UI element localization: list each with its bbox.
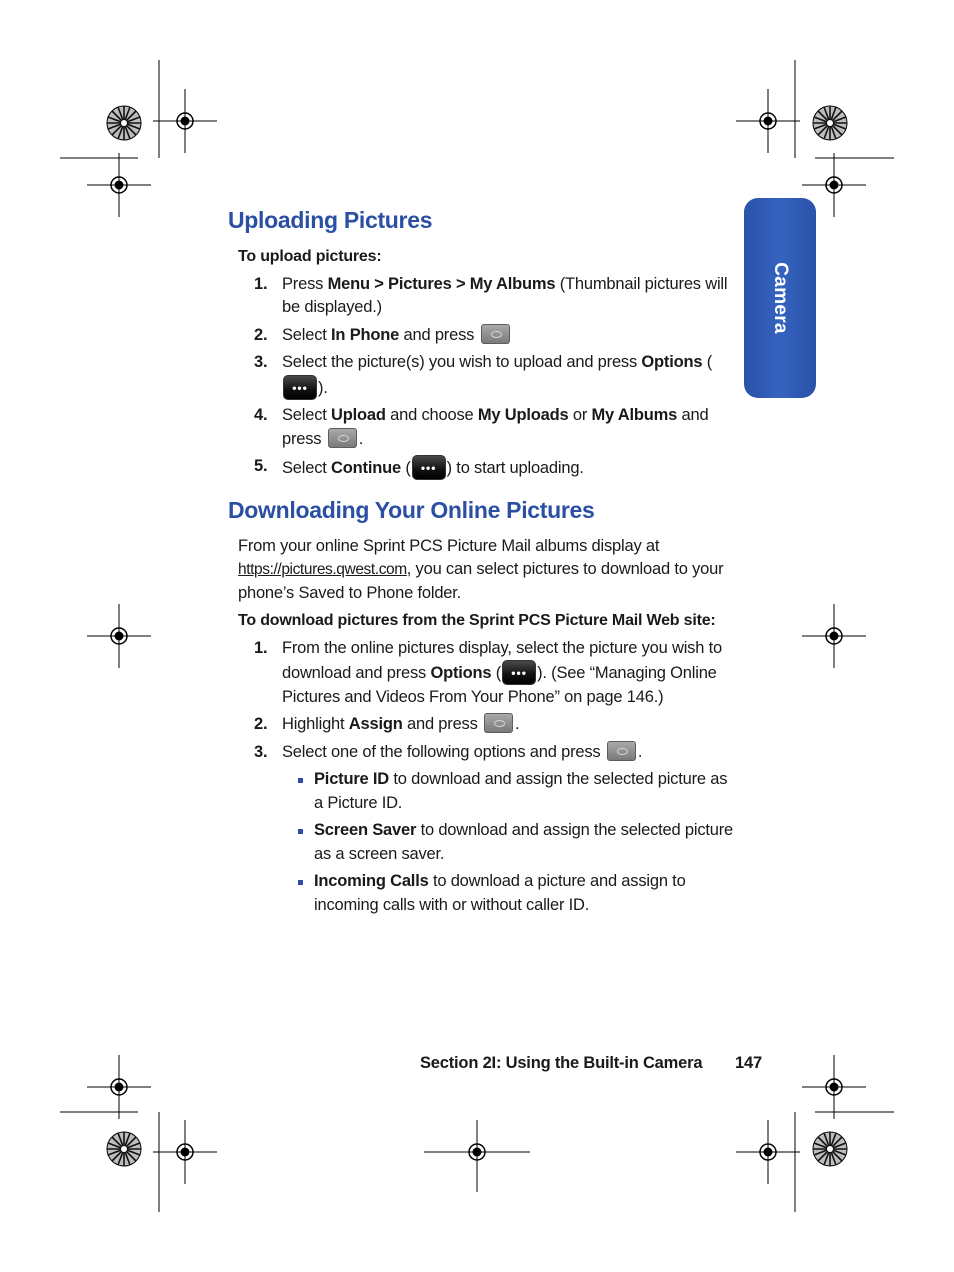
list-item: Screen Saver to download and assign the selected picture as a screen saver. xyxy=(228,819,736,866)
list-item: Incoming Calls to download a picture and assign to incoming calls with or without caller ID. xyxy=(228,870,736,917)
bullet-square-icon xyxy=(298,778,303,783)
qwest-pictures-link[interactable]: https://pictures.qwest.com xyxy=(238,561,407,578)
menu-ok-key-icon xyxy=(484,713,513,733)
bullet-square-icon xyxy=(298,880,303,885)
assign-options xyxy=(228,768,736,917)
list-item: 3. Select one of the following options and press . xyxy=(254,742,643,761)
heading-uploading-pictures: Uploading Pictures xyxy=(228,207,433,233)
upload-intro: To upload pictures: xyxy=(238,248,382,265)
heading-downloading-online-pictures: Downloading Your Online Pictures xyxy=(228,496,595,523)
menu-ok-key-icon xyxy=(481,324,510,344)
bullet-square-icon xyxy=(298,829,303,834)
right-softkey-icon: ••• xyxy=(283,375,317,400)
page-content xyxy=(228,205,736,917)
page-footer xyxy=(420,1054,765,1073)
list-item: 5. Select Continue ( ••• ) to start uploading. xyxy=(228,455,736,481)
download-intro: To download pictures from the Sprint PCS Picture Mail Web site: xyxy=(238,612,716,629)
upload-steps xyxy=(228,273,736,481)
list-item: 4. Select Upload and choose My Uploads or My Albums and press . xyxy=(254,406,709,448)
menu-ok-key-icon xyxy=(328,428,357,448)
chapter-tab xyxy=(744,198,816,398)
page-number: 147 xyxy=(735,1054,762,1072)
download-paragraph: From your online Sprint PCS Picture Mail albums display at https://pictures.qwest.com, you can select pictures to download to your phone’s Saved to Phone folder. xyxy=(238,536,724,602)
list-item: Picture ID to download and assign the selected picture as a Picture ID. xyxy=(228,768,736,815)
menu-ok-key-icon xyxy=(607,741,636,761)
list-item: 3. Select the picture(s) you wish to upload and press Options ( ••• ). xyxy=(228,351,736,400)
download-steps xyxy=(228,637,736,765)
list-item: 2. Select In Phone and press xyxy=(228,324,736,348)
footer-section-title: Section 2I: Using the Built-in Camera xyxy=(420,1054,703,1072)
download-section xyxy=(228,495,736,918)
chapter-tab-label: Camera xyxy=(770,262,791,334)
list-item: 2. Highlight Assign and press . xyxy=(254,715,520,733)
left-softkey-icon: ••• xyxy=(412,455,446,480)
list-item: 1. From the online pictures display, select the picture you wish to download and press Options ( ••• ). (See “Managing Online Pictures and Videos From Your Phone” on page 146.) xyxy=(254,638,722,706)
list-item: 1. Press Menu > Pictures > My Albums (Thumbnail pictures will be displayed.) xyxy=(254,274,728,316)
right-softkey-icon: ••• xyxy=(502,660,536,685)
